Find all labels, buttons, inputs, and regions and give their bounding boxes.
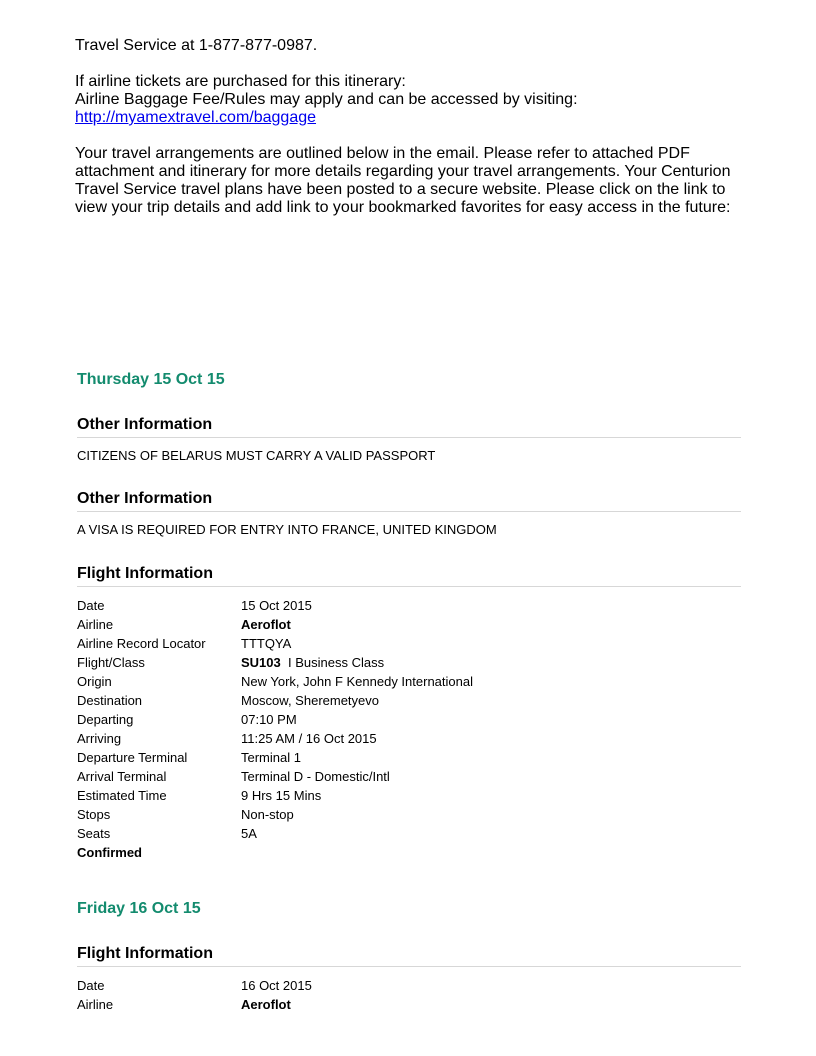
detail-value: 07:10 PM — [241, 712, 297, 727]
travel-service-phone: Travel Service at 1-877-877-0987. — [75, 37, 318, 54]
flight-information-1 — [77, 565, 741, 862]
detail-value: 16 Oct 2015 — [241, 978, 312, 993]
detail-label: Arrival Terminal — [77, 769, 167, 784]
outline-paragraph: Your travel arrangements are outlined below in the email. Please refer to attached PDF attachment and itinerary for more details regarding your travel arrangements. Your Centurion Travel Service travel plans have been posted to a secure website. Please click on the link to view your trip details and add link to your bookmarked favorites for easy access in the future: — [75, 145, 731, 216]
intro-text — [75, 37, 755, 235]
detail-label: Destination — [77, 693, 143, 708]
flight-details — [77, 976, 741, 1014]
detail-row-airline — [77, 615, 741, 634]
detail-label: Departing — [77, 712, 134, 727]
flight-information-2 — [77, 945, 741, 1014]
detail-value: Non-stop — [241, 807, 294, 822]
section-title: Flight Information — [77, 945, 741, 967]
detail-row-arriving — [77, 729, 741, 748]
detail-label: Date — [77, 978, 105, 993]
detail-value: Moscow, Sheremetyevo — [241, 693, 380, 708]
detail-row-locator — [77, 634, 741, 653]
detail-row-stops — [77, 805, 741, 824]
section-title: Flight Information — [77, 565, 741, 587]
detail-row-estimated-time — [77, 786, 741, 805]
detail-label: Stops — [77, 807, 111, 822]
section-title: Other Information — [77, 490, 741, 512]
airline-name: Aeroflot — [241, 617, 291, 632]
detail-value: 9 Hrs 15 Mins — [241, 788, 322, 803]
detail-value: Terminal 1 — [241, 750, 301, 765]
detail-value: 5A — [241, 826, 257, 841]
detail-label: Date — [77, 598, 105, 613]
other-information-2 — [77, 490, 741, 537]
detail-value: Terminal D - Domestic/Intl — [241, 769, 390, 784]
detail-value: 15 Oct 2015 — [241, 598, 312, 613]
detail-label: Arriving — [77, 731, 122, 746]
day-heading-thursday: Thursday 15 Oct 15 — [77, 371, 225, 388]
baggage-line-1: If airline tickets are purchased for this itinerary: — [75, 73, 406, 90]
detail-row-seats — [77, 824, 741, 843]
detail-row-airline — [77, 995, 741, 1014]
visa-note: A VISA IS REQUIRED FOR ENTRY INTO FRANCE, UNITED KINGDOM — [77, 522, 497, 537]
detail-label: Airline — [77, 997, 114, 1012]
detail-row-arrival-terminal — [77, 767, 741, 786]
detail-value: New York, John F Kennedy International — [241, 674, 473, 689]
detail-label: Airline — [77, 617, 114, 632]
detail-row-flight-class — [77, 653, 741, 672]
detail-label: Airline Record Locator — [77, 636, 206, 651]
detail-row-date — [77, 596, 741, 615]
section-title: Other Information — [77, 416, 741, 438]
passport-note: CITIZENS OF BELARUS MUST CARRY A VALID PASSPORT — [77, 448, 436, 463]
detail-row-destination — [77, 691, 741, 710]
baggage-line-2: Airline Baggage Fee/Rules may apply and can be accessed by visiting: — [75, 91, 578, 108]
baggage-link[interactable]: http://myamextravel.com/baggage — [75, 109, 317, 126]
day-heading-friday: Friday 16 Oct 15 — [77, 900, 201, 917]
detail-row-origin — [77, 672, 741, 691]
detail-row-departure-terminal — [77, 748, 741, 767]
detail-value: 11:25 AM / 16 Oct 2015 — [241, 731, 377, 746]
detail-value: TTTQYA — [241, 636, 292, 651]
detail-label: Estimated Time — [77, 788, 167, 803]
booking-status: Confirmed — [77, 845, 142, 860]
detail-label: Origin — [77, 674, 112, 689]
detail-row-date — [77, 976, 741, 995]
airline-name: Aeroflot — [241, 997, 291, 1012]
baggage-notice — [75, 73, 755, 127]
detail-label: Departure Terminal — [77, 750, 188, 765]
detail-row-departing — [77, 710, 741, 729]
detail-label: Seats — [77, 826, 111, 841]
flight-details — [77, 596, 741, 862]
flight-class: I Business Class — [287, 655, 385, 670]
detail-label: Flight/Class — [77, 655, 145, 670]
flight-number: SU103 — [241, 655, 281, 670]
other-information-1 — [77, 416, 741, 463]
